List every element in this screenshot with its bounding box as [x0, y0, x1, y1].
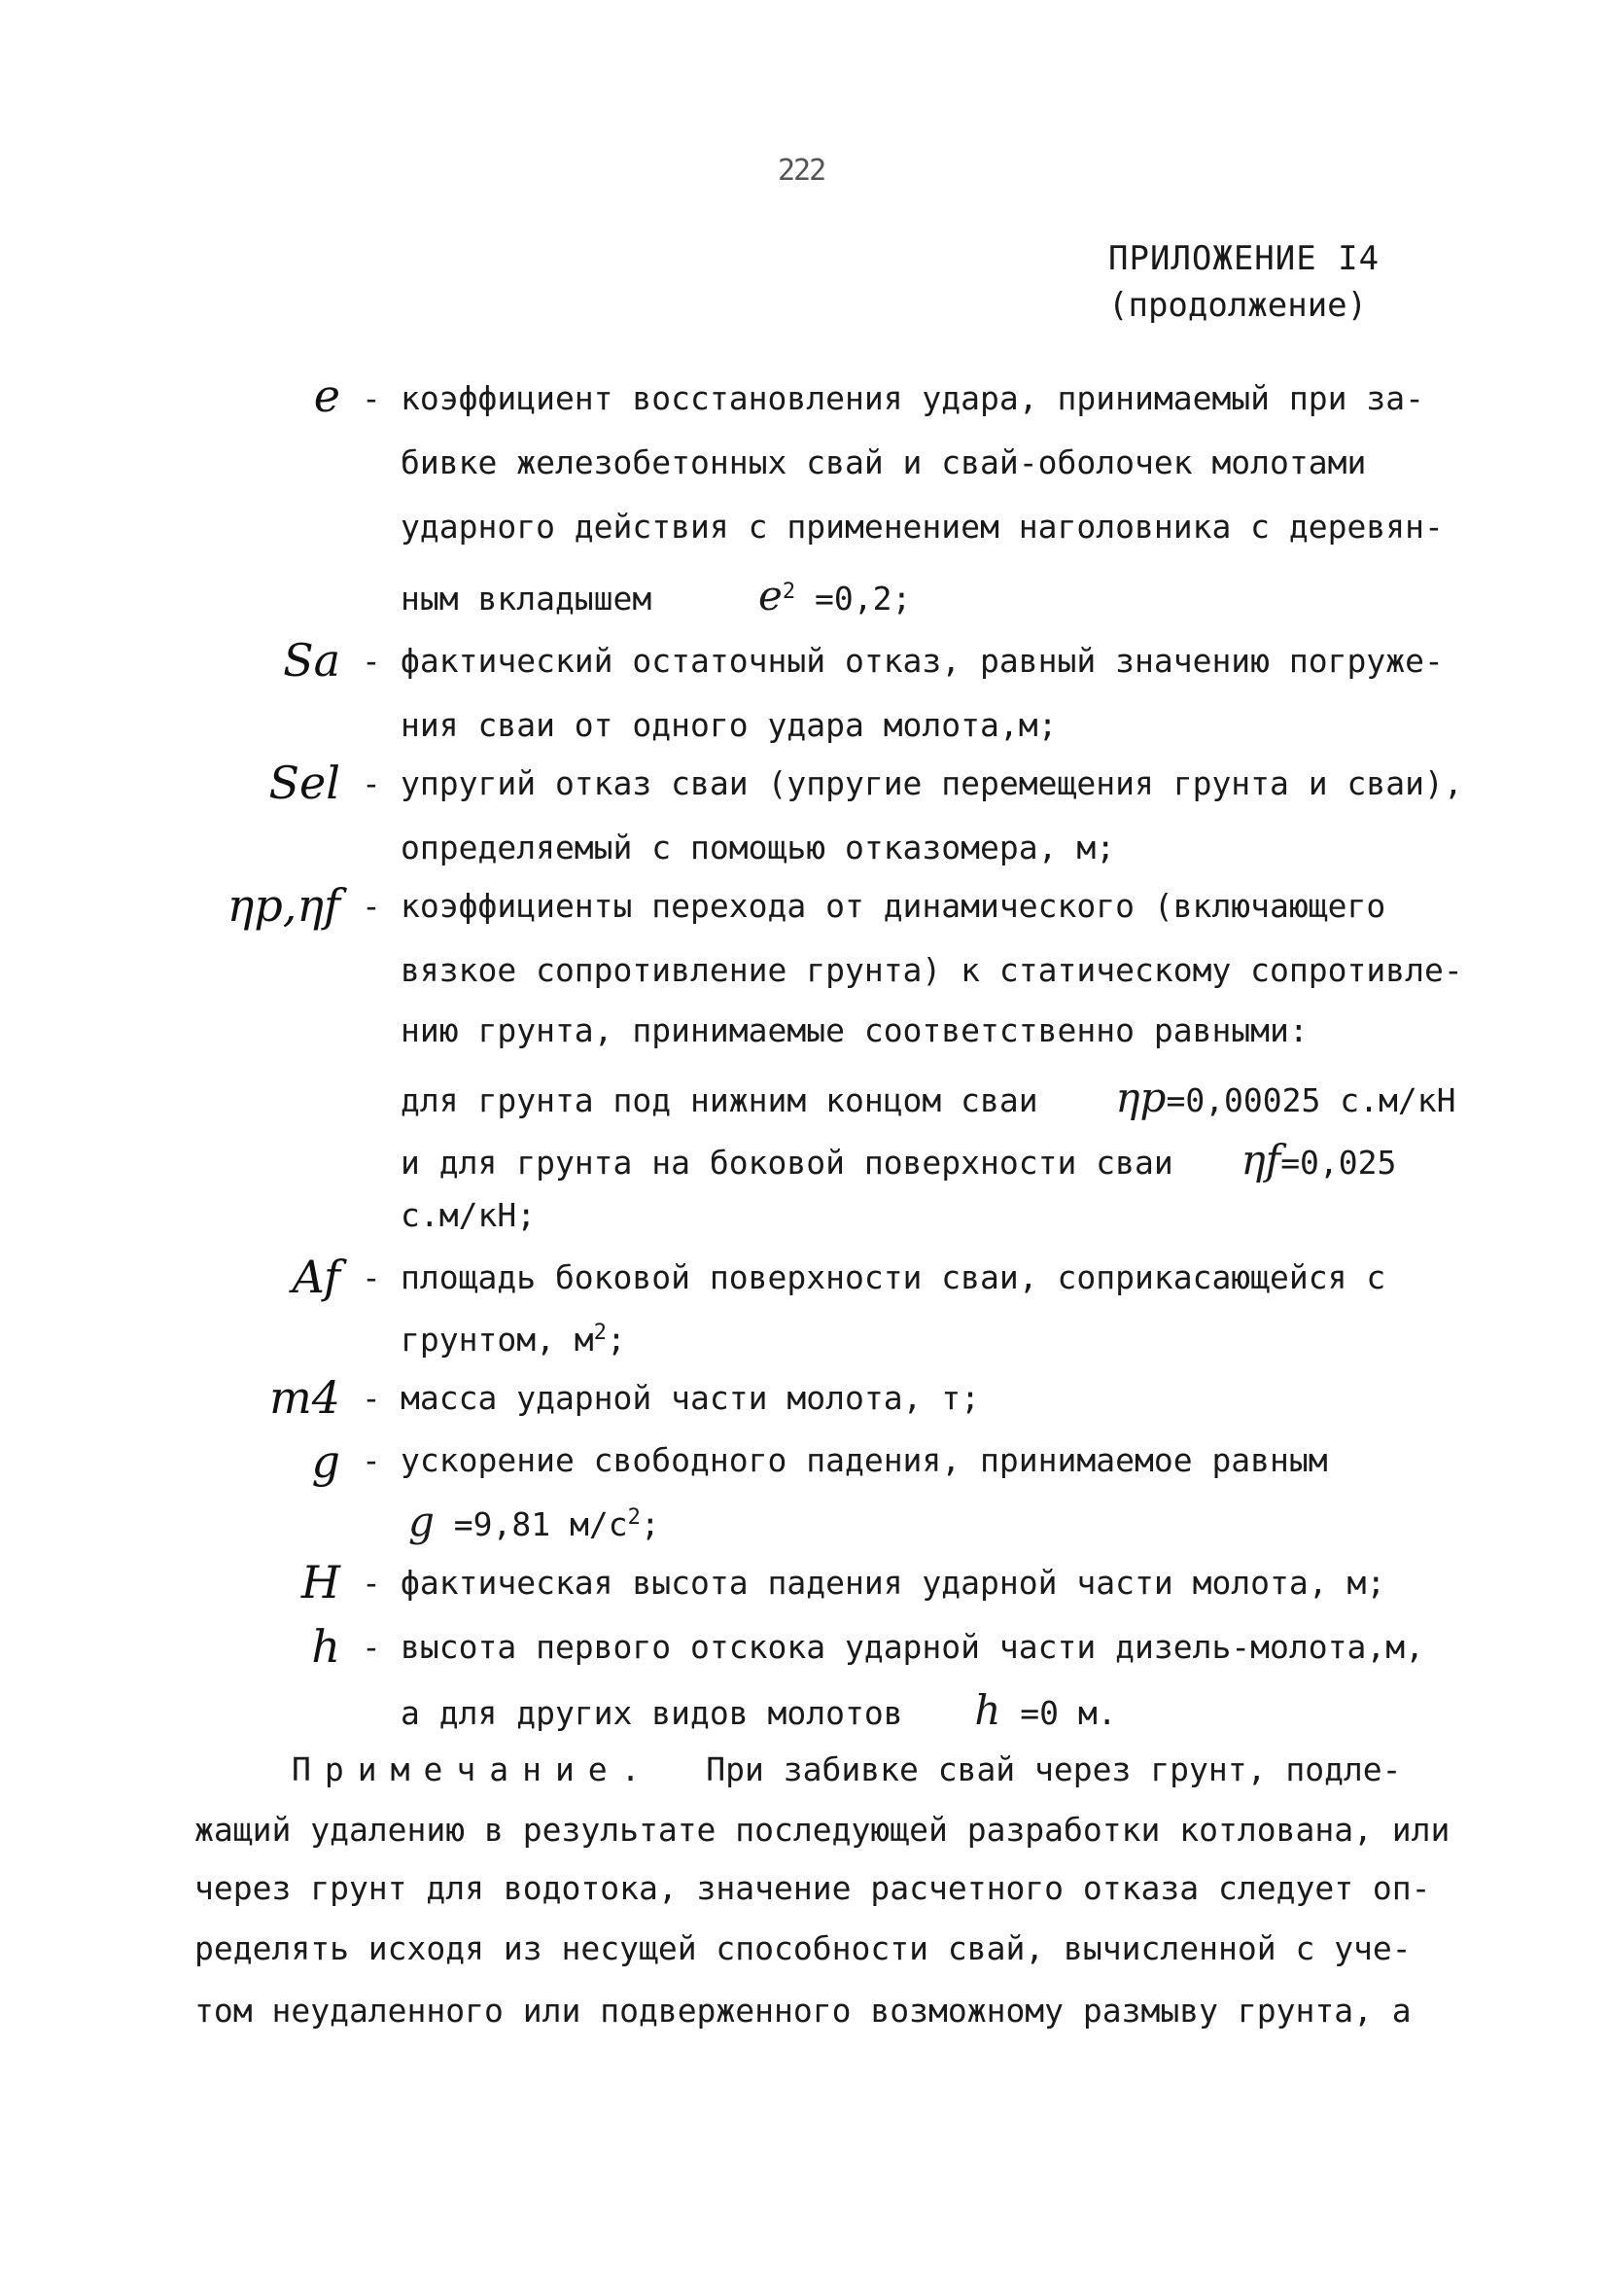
text-line: упругий отказ сваи (упругие перемещения грунта и сваи),	[401, 764, 1463, 802]
text-line: площадь боковой поверхности сваи, соприкасающейся с	[401, 1258, 1386, 1296]
dash: -	[362, 1441, 381, 1479]
formula-value: =0 м.	[1000, 1694, 1117, 1732]
text-line	[401, 1074, 1455, 1121]
dash: -	[362, 642, 381, 680]
text-line: высота первого отскока ударной части дизель-молота,м,	[401, 1628, 1424, 1666]
appendix-continuation: (продолжение)	[1108, 286, 1368, 325]
dash: -	[362, 1564, 381, 1602]
text-line: ускорение свободного падения, принимаемое равным	[401, 1441, 1328, 1479]
symbol-e: e	[313, 370, 340, 422]
note-line: ределять исходя из несущей способности свай, вычисленной с уче-	[194, 1929, 1412, 1967]
note-heading: Примечание.	[292, 1750, 654, 1788]
text-fragment: грунтом, м	[401, 1321, 594, 1359]
text-line	[408, 1498, 660, 1545]
text-line: определяемый с помощью отказомера, м;	[401, 829, 1116, 866]
page-number: 222	[778, 154, 825, 188]
text-line: масса ударной части молота, т;	[401, 1379, 981, 1417]
text-line: ния сваи от одного удара молота,м;	[401, 706, 1058, 744]
text-line: коэффициент восстановления удара, принимаемый при за-	[401, 379, 1424, 417]
symbol-sel: Sel	[268, 757, 340, 809]
dash: -	[362, 1628, 381, 1666]
text-line: вязкое сопротивление грунта) к статическому сопротивле-	[401, 951, 1463, 989]
formula-symbol: ηf	[1241, 1136, 1281, 1183]
note-text: При забивке свай через грунт, подле-	[706, 1750, 1402, 1788]
symbol-h: h	[311, 1620, 340, 1673]
text-line	[401, 1136, 1396, 1183]
formula-value: =0,2;	[795, 580, 912, 618]
text-fragment: а для других видов молотов	[401, 1694, 903, 1732]
text-line	[401, 1321, 626, 1359]
formula-value: =0,025	[1280, 1144, 1397, 1182]
note-line: через грунт для водотока, значение расчетного отказа следует оп-	[194, 1869, 1431, 1907]
text-line: фактический остаточный отказ, равный значению погруже-	[401, 642, 1444, 680]
formula-value: =0,00025 с.м/кН	[1166, 1081, 1456, 1119]
symbol-eta: ηp,ηf	[227, 879, 340, 932]
text-line: фактическая высота падения ударной части молота, м;	[401, 1564, 1386, 1602]
formula-symbol: ηp	[1115, 1074, 1167, 1121]
symbol-sa: Sa	[283, 634, 340, 687]
formula-symbol: h	[974, 1686, 1001, 1734]
text-line	[401, 1686, 1117, 1734]
formula-exponent: 2	[627, 1505, 641, 1530]
dash: -	[362, 764, 381, 802]
symbol-H: H	[300, 1556, 340, 1608]
text-fragment: ;	[640, 1505, 660, 1543]
symbol-af: Af	[292, 1251, 340, 1303]
text-line: бивке железобетонных свай и свай-оболочек молотами	[401, 443, 1367, 481]
note-line: том неудаленного или подверженного возможному размыву грунта, а	[194, 1992, 1412, 2030]
text-fragment: для грунта под нижним концом сваи	[401, 1081, 1038, 1119]
formula-value: =9,81 м/с	[434, 1505, 628, 1543]
text-line: с.м/кН;	[401, 1196, 537, 1234]
appendix-title: ПРИЛОЖЕНИЕ I4	[1108, 239, 1381, 278]
note-line	[292, 1750, 1402, 1788]
text-fragment: ;	[606, 1321, 626, 1359]
text-line: ударного действия с применением наголовника с деревян-	[401, 508, 1444, 546]
text-line	[401, 572, 911, 619]
formula-symbol: e	[758, 572, 783, 619]
dash: -	[362, 1258, 381, 1296]
text-line: нию грунта, принимаемые соответственно равными:	[401, 1011, 1309, 1049]
text-fragment: ным вкладышем	[401, 580, 652, 618]
text-line: коэффициенты перехода от динамического (включающего	[401, 887, 1386, 925]
dash: -	[362, 379, 381, 417]
text-fragment: и для грунта на боковой поверхности сваи	[401, 1144, 1173, 1182]
symbol-g: g	[311, 1435, 340, 1488]
note-line: жащий удалению в результате последующей разработки котлована, или	[194, 1811, 1451, 1849]
dash: -	[362, 887, 381, 925]
dash: -	[362, 1379, 381, 1417]
symbol-m4: m4	[269, 1371, 340, 1424]
exponent: 2	[593, 1321, 607, 1345]
formula-exponent: 2	[782, 580, 796, 604]
formula-symbol: g	[408, 1498, 435, 1545]
